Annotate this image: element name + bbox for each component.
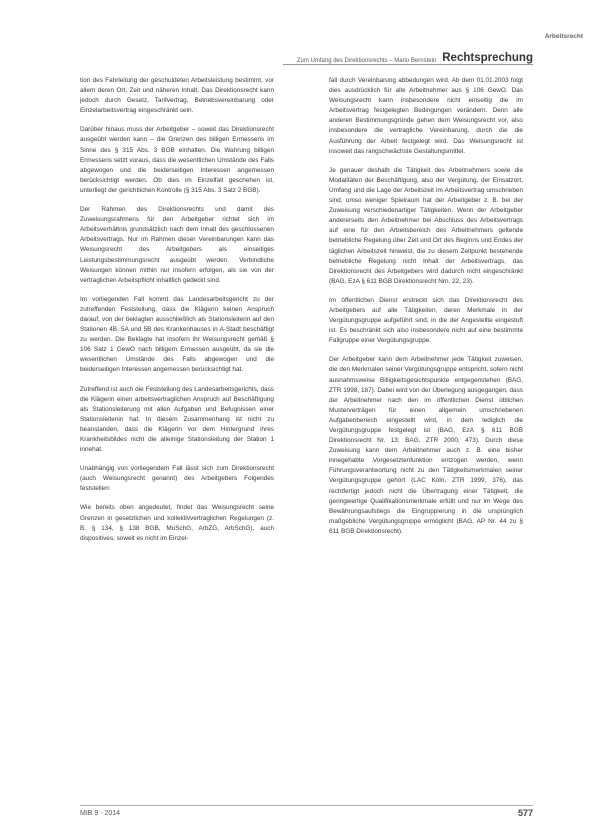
paragraph: Im vorliegenden Fall kommt das Landesarbeitsgericht zu der zutreffenden Feststellung, dass die Klägerin keinen Anspruch darauf, von der beklagten ausschließlich als Stationsleiterin auf den Stationen 4B, 5A und 5B des Krankenhauses in A-Stadt beschäftigt zu werden. Die Beklagte hat insofern ihr Weisungsrecht gemäß § 106 Satz 1 GewO nach billigem Ermessen ausgeübt, da sie die wesentlichen Umstände des Falls abgewogen und die beiderseitigen Interessen angemessen berücksichtigt hat. [80, 295, 274, 374]
page-number: 577 [517, 808, 533, 818]
paragraph: Der Arbeitgeber kann dem Arbeitnehmer jede Tätigkeit zuweisen, die den Merkmalen seiner Vergütungsgruppe entspricht, sofern nicht ausnahmsweise Billigkeitsgesichtspunkte entgegenstehen (BAG, ZTR 1998, 187). Dabei wird von der Überlegung ausgegangen, dass der Arbeitnehmer nach den im öffentlichen Dienst üblichen Musterverträgen für einen allgemein umschriebenen Aufgabenbereich eingestellt wird, in dem lediglich die Vergütungsgruppe festgelegt ist (BAG, EzA § 611 BGB Direktionsrecht Nr. 13; BAG, ZTR 2000, 473). Durch diese Zuweisung kann dem Arbeitnehmer auch z. B. eine bisher innegehabte Vorgesetztenfunktion entzogen werden, wenn Führungsverantwortung nicht zu den Tätigkeitsmerkmalen seiner Vergütungsgruppe gehört (LAC Köln, ZTR 1999, 376), das rechtfertigt jedoch nicht die Übertragung einer Tätigkeit, die geringwertige Qualifikationsmerkmale erfüllt und nur im Wege des Bewährungsaufstiegs die Eingruppierung in die ursprünglich maßgebliche Vergütungsgruppe ermöglicht (BAG, AP Nr. 44 zu § 611 BGB Direktionsrecht). [329, 356, 523, 535]
right-column [329, 76, 523, 546]
rubric-label: Arbeitsrecht [544, 33, 583, 40]
paragraph: tion des Fahrleitung der geschuldeten Arbeitsleistung bestimmt, vor allem deren Ort, Zeit und näheren Inhalt. Das Direktionsrecht kann jedoch durch Gesetz, Tarifvertrag, Betriebsvereinbarung oder Einzelarbeitsvertrag eingeschränkt sein. [80, 77, 274, 115]
page-header [283, 46, 533, 65]
paragraph: Unabhängig von vorliegendem Fall lässt sich zum Direktionsrecht (auch Weisungsrecht genannt) des Arbeitgebers Folgendes feststellen: [80, 465, 274, 493]
header-authors: Zum Umfang des Direktionsrechts – Mario Bernstein [296, 58, 437, 64]
paragraph: Zutreffend ist auch die Feststellung des Landesarbeitsgerichts, dass die Klägerin einen arbeitsvertraglichen Anspruch auf Beschäftigung als Stationsleiterung mit allen Aufgaben und Befugnissen einer Stationsleitenin hat. In diesem Zusammenhang ist nicht zu beanstanden, dass die Klägerin vor dem Hintergrund ihres Krankheitsbildes nicht die alleinige Stationsleitung der Station 1 innehat. [80, 385, 274, 454]
paragraph: Der Rahmen des Direktionsrechts und damit des Zuweisungsrahmens für den Arbeitgeber richtet sich im Arbeitsverhältnis grundsätzlich nach dem Inhalt des geschlossenen Arbeitsvertrags. Nur im Rahmen dieser Vereinbarungen kann das Weisungsrecht des Arbeitgebers als einseitiges Leistungsbestimmungsrecht ausgeübt werden. Verbindliche Weisungen können mithin nur insofern erfolgen, als sie von der vertraglichen Arbeitspflicht inhaltlich gedeckt sind. [80, 206, 274, 284]
paragraph: Darüber hinaus muss der Arbeitgeber – soweit das Direktionsrecht ausgeübt werden kann – die Grenzen des billigen Ermessens im Sinne des § 315 Abs. 3 BGB einhalten. Die Wahrung billigen Ermessens setzt voraus, dass die wesentlichen Umstände des Falls abgewogen und die beiderseitigen Interessen angemessen berücksichtigt werden. Ob dies im Einzelfall geschehen ist, unterliegt der gerichtlichen Kontrolle (§ 315 Abs. 3 Satz 2 BGB). [80, 126, 274, 194]
footer-divider [80, 805, 533, 806]
journal-issue: MIB 9 · 2014 [80, 810, 121, 817]
paragraph: fall durch Vereinbarung abbedungen wird. Ab dem 01.01.2003 folgt dies ausdrücklich für alle Arbeitnehmer aus § 106 GewO. Das Weisungsrecht kann insbesondere nicht einseitig die im Arbeitsvertrag festgelegten Bedingungen verändern. Denn alle anderen Bestimmungsgründe gehen dem Weisungsrecht vor, also insbesondere die vertragliche Vereinbarung, durch die die Ausführung der Arbeit festgelegt wird. Das Weisungsrecht ist insoweit das rangschwächste Gestaltungsmittel. [329, 77, 523, 155]
paragraph: Wie bereits oben angedeutet, findet das Weisungsrecht seine Grenzen in gesetzlichen und kollektivvertraglichen Regelungen (z. B. § 134, § 138 BGB, MuSchG, ArbZG, ArbSchG), auch dispositives, soweit es nicht im Einzel- [80, 504, 274, 542]
paragraph: Im öffentlichen Dienst erstreckt sich das Direktionsrecht des Arbeitgebers auf alle Tätigkeiten, deren Merkmale in der Vergütungsgruppe aufgeführt sind, in die der Angestellte eingestuft ist. Es beschränkt sich also insbesondere nicht auf eine bestimmte Fallgruppe einer Vergütungsgruppe. [329, 296, 523, 345]
paragraph: Je genauer deshalb die Tätigkeit des Arbeitnehmers sowie die Modalitäten der Beschäftigung, also der Vergütung, der Einsatzort, Umfang und die Lage der Arbeitszeit im Arbeitsvertrag umschrieben sind, umso weniger Spielraum hat der Arbeitgeber z. B. bei der Zuweisung verschiedenartiger Tätigkeiten. Wenn der Arbeitgeber andererseits den Arbeitnehmer bei Abschluss des Arbeitsvertrags auf eine für den Arbeitsbereich des Arbeitnehmers geltende betriebliche Regelung über Zeit und Ort des Beginns und Endes der täglichen Arbeitszeit hinweist, die zu diesem Zeitpunkt bestehende betriebliche Regelung nicht Inhalt der Arbeitsvertrags, das Direktionsrecht des Arbeitgebers wird dadurch nicht eingeschränkt (BAG, EzA § 611 BGB Direktionsrecht Nrn. 22, 23). [329, 166, 523, 285]
left-column [80, 76, 274, 553]
header-section-title: Rechtsprechung [442, 52, 533, 64]
